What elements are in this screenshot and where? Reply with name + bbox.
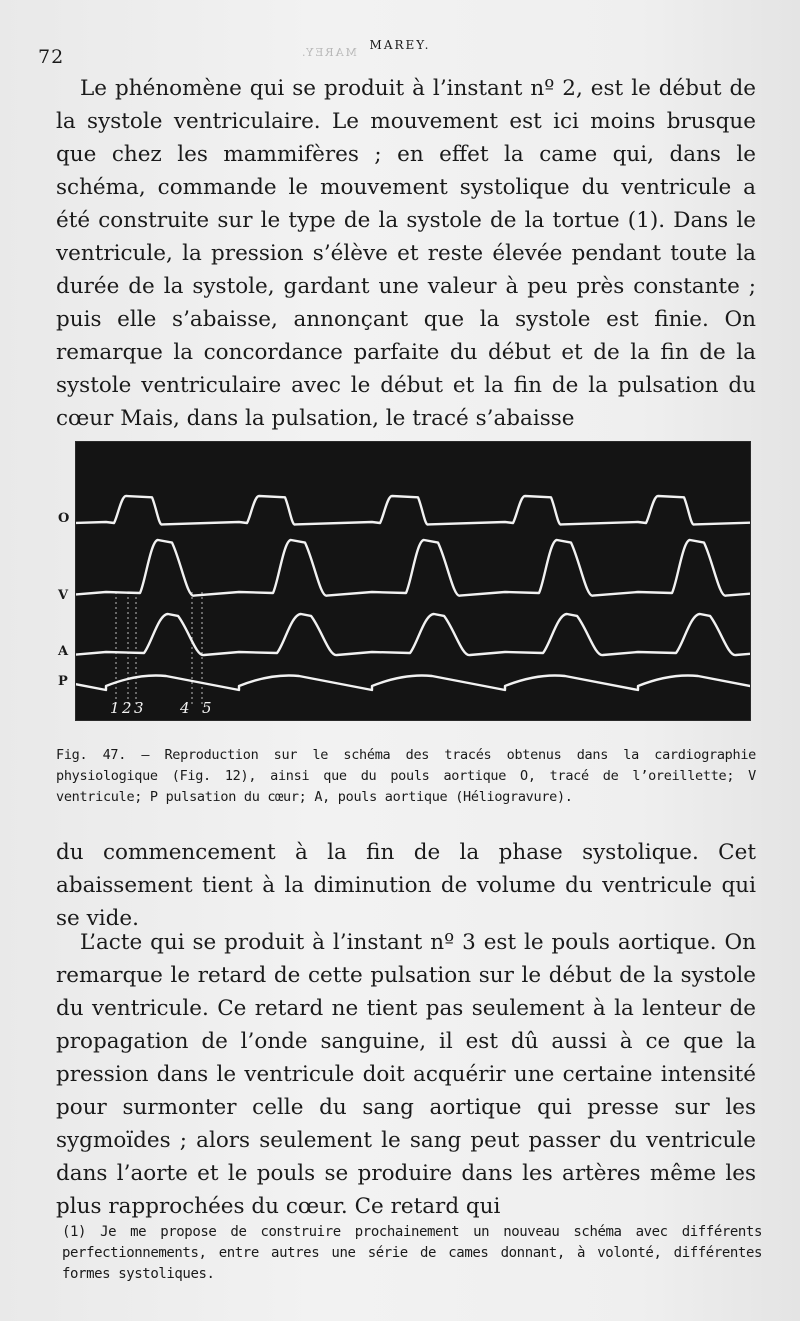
paragraph-2-text: du commencement à la fin de la phase systolique. Cet abaissement tient à la diminution de volume du ventricule qui se vide. (56, 840, 756, 931)
trace-pouls-aortique (76, 614, 750, 655)
instant-label: 5 (202, 699, 212, 717)
trace-label-p: P (58, 674, 68, 689)
instant-label: 3 (134, 699, 144, 717)
footnote: (1) Je me propose de construire prochainement un nouveau schéma avec différents perfectionnements, entre autres une série de cames donnant, à volonté, différentes formes systoliques. (62, 1224, 762, 1282)
running-title: MAREY. (369, 38, 431, 52)
instant-label: 4 (180, 699, 190, 717)
cardiograph-traces (76, 442, 750, 720)
instant-labels (110, 699, 212, 717)
page-number: 72 (38, 46, 65, 68)
instant-guide-lines (116, 592, 202, 704)
cardiograph-figure (76, 442, 750, 720)
paragraph-1-text: Le phénomène qui se produit à l’instant nº 2, est le début de la systole ventriculaire. Le mouvement est ici moins brusque que chez les mammifères ; en effet la came qui, dans le schéma, commande le mouvement systolique du ventricule a été construite sur le type de la systole de la tortue (1). Dans le ventricule, la pression s’élève et reste élevée pendant toute la durée de la systole, gardant une valeur à peu près constante ; puis elle s’abaisse, annonçant que la systole est finie. On remarque la concordance parfaite du début et de la fin de la systole ventriculaire avec le début et la fin de la pulsation du cœur Mais, dans la pulsation, le tracé s’abaisse (56, 76, 756, 431)
paragraph-3-text: L’acte qui se produit à l’instant nº 3 est le pouls aortique. On remarque le retard de cette pulsation sur le début de la systole du ventricule. Ce retard ne tient pas seulement à la lenteur de propagation de l’onde sanguine, il est dû aussi à ce que la pression dans le ventricule doit acquérir une certaine intensité pour surmonter celle du sang aortique qui presse sur les sygmoïdes ; alors seulement le sang peut passer du ventricule dans l’aorte et le pouls se produire dans les artères même les plus rapprochées du cœur. Ce retard qui (56, 930, 756, 1219)
trace-pulsation (76, 675, 750, 690)
paragraph-3 (56, 926, 756, 1223)
instant-label: 1 (110, 699, 120, 717)
trace-label-v: V (58, 588, 69, 603)
bleed-through-text: MAREY. (300, 46, 357, 59)
paragraph-2 (56, 836, 756, 935)
trace-ventricule (76, 540, 750, 596)
instant-label: 2 (122, 699, 132, 717)
paragraph-1 (56, 72, 756, 435)
trace-label-a: A (58, 644, 69, 659)
figure-caption: Fig. 47. — Reproduction sur le schéma des tracés obtenus dans la cardiographie physiologique (Fig. 12), ainsi que du pouls aortique O, tracé de l’oreillette; V ventricule; P pulsation du cœur; A, pouls aortique (Héliogravure). (56, 747, 756, 805)
trace-oreillette (76, 496, 750, 524)
trace-label-o: O (58, 511, 70, 526)
